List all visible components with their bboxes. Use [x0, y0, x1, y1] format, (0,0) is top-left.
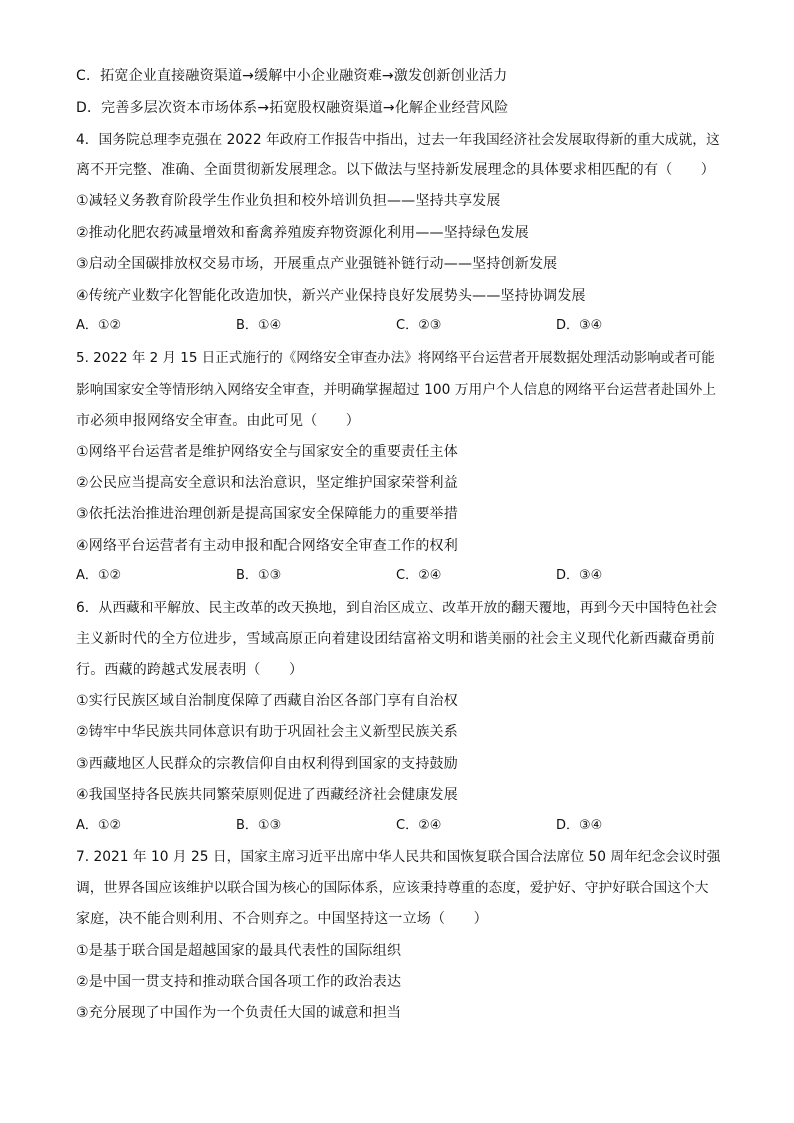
q4-option-c: C．②③ — [396, 318, 442, 333]
q4-statement-2: ②推动化肥农药减量增效和畜禽养殖废弃物资源化利用——坚持绿色发展 — [76, 225, 529, 241]
q6-option-a: A．①② — [76, 818, 122, 833]
q7-stem-line-3: 家庭，决不能合则利用、不合则弃之。中国坚持这一立场（ ） — [76, 911, 488, 927]
q5-stem-line-2: 影响国家安全等情形纳入网络安全审查，并明确掌握超过 100 万用户个人信息的网络平台运营者赴国外上 — [76, 382, 716, 398]
q6-statement-4: ④我国坚持各民族共同繁荣原则促进了西藏经济社会健康发展 — [76, 787, 458, 803]
q6-stem-line-1: 6．从西藏和平解放、民主改革的改天换地，到自治区成立、改革开放的翻天覆地，再到今天中国特色社会 — [76, 600, 718, 616]
q4-statement-4: ④传统产业数字化智能化改造加快，新兴产业保持良好发展势头——坚持协调发展 — [76, 288, 586, 304]
q5-option-a: A．①② — [76, 568, 122, 583]
q7-statement-1: ①是基于联合国是超越国家的最具代表性的国际组织 — [76, 943, 402, 959]
q6-statement-3: ③西藏地区人民群众的宗教信仰自由权利得到国家的支持鼓励 — [76, 756, 458, 772]
q5-statement-3: ③依托法治推进治理创新是提高国家安全保障能力的重要举措 — [76, 506, 458, 522]
q5-options — [76, 566, 716, 586]
q5-option-b: B．①③ — [236, 568, 282, 583]
q4-option-d: D．③④ — [556, 318, 603, 333]
q6-option-d: D．③④ — [556, 818, 603, 833]
q4-options — [76, 316, 716, 336]
q4-option-b: B．①④ — [236, 318, 282, 333]
q6-options — [76, 816, 716, 836]
q5-option-d: D．③④ — [556, 568, 603, 583]
q6-statement-1: ①实行民族区域自治制度保障了西藏自治区各部门享有自治权 — [76, 693, 458, 709]
q4-stem-line-1: 4．国务院总理李克强在 2022 年政府工作报告中指出，过去一年我国经济社会发展取得新的重大成就，这 — [76, 132, 720, 148]
q5-statement-2: ②公民应当提高安全意识和法治意识，坚定维护国家荣誉利益 — [76, 475, 458, 491]
q7-statement-3: ③充分展现了中国作为一个负责任大国的诚意和担当 — [76, 1005, 402, 1021]
q6-statement-2: ②铸牢中华民族共同体意识有助于巩固社会主义新型民族关系 — [76, 724, 458, 740]
q3-option-d: D．完善多层次资本市场体系→拓宽股权融资渠道→化解企业经营风险 — [76, 100, 509, 116]
q7-statement-2: ②是中国一贯支持和推动联合国各项工作的政治表达 — [76, 974, 402, 990]
q6-stem-line-3: 行。西藏的跨越式发展表明（ ） — [76, 662, 304, 678]
q6-option-c: C．②④ — [396, 818, 442, 833]
q4-option-a: A．①② — [76, 318, 122, 333]
q5-stem-line-1: 5. 2022 年 2 月 15 日正式施行的《网络安全审查办法》将网络平台运营者开展数据处理活动影响或者可能 — [76, 350, 715, 366]
q5-statement-4: ④网络平台运营者有主动申报和配合网络安全审查工作的权利 — [76, 538, 458, 554]
q4-stem-line-2: 离不开完整、准确、全面贯彻新发展理念。以下做法与坚持新发展理念的具体要求相匹配的有（ ） — [76, 162, 715, 178]
q4-statement-3: ③启动全国碳排放权交易市场，开展重点产业强链补链行动——坚持创新发展 — [76, 256, 558, 272]
q6-stem-line-2: 主义新时代的全方位进步，雪域高原正向着建设团结富裕文明和谐美丽的社会主义现代化新西藏奋勇前 — [76, 631, 715, 647]
q7-stem-line-2: 调，世界各国应该维护以联合国为核心的国际体系，应该秉持尊重的态度，爱护好、守护好联合国这个大 — [76, 880, 709, 896]
q3-option-c: C．拓宽企业直接融资渠道→缓解中小企业融资难→激发创新创业活力 — [76, 68, 508, 84]
q4-statement-1: ①减轻义务教育阶段学生作业负担和校外培训负担——坚持共享发展 — [76, 193, 501, 209]
q5-stem-line-3: 市必须申报网络安全审查。由此可见（ ） — [76, 413, 360, 429]
q5-option-c: C．②④ — [396, 568, 442, 583]
q5-statement-1: ①网络平台运营者是维护网络安全与国家安全的重要责任主体 — [76, 444, 458, 460]
q6-option-b: B．①③ — [236, 818, 282, 833]
q7-stem-line-1: 7. 2021 年 10 月 25 日，国家主席习近平出席中华人民共和国恢复联合国合法席位 50 周年纪念会议时强 — [76, 849, 721, 865]
